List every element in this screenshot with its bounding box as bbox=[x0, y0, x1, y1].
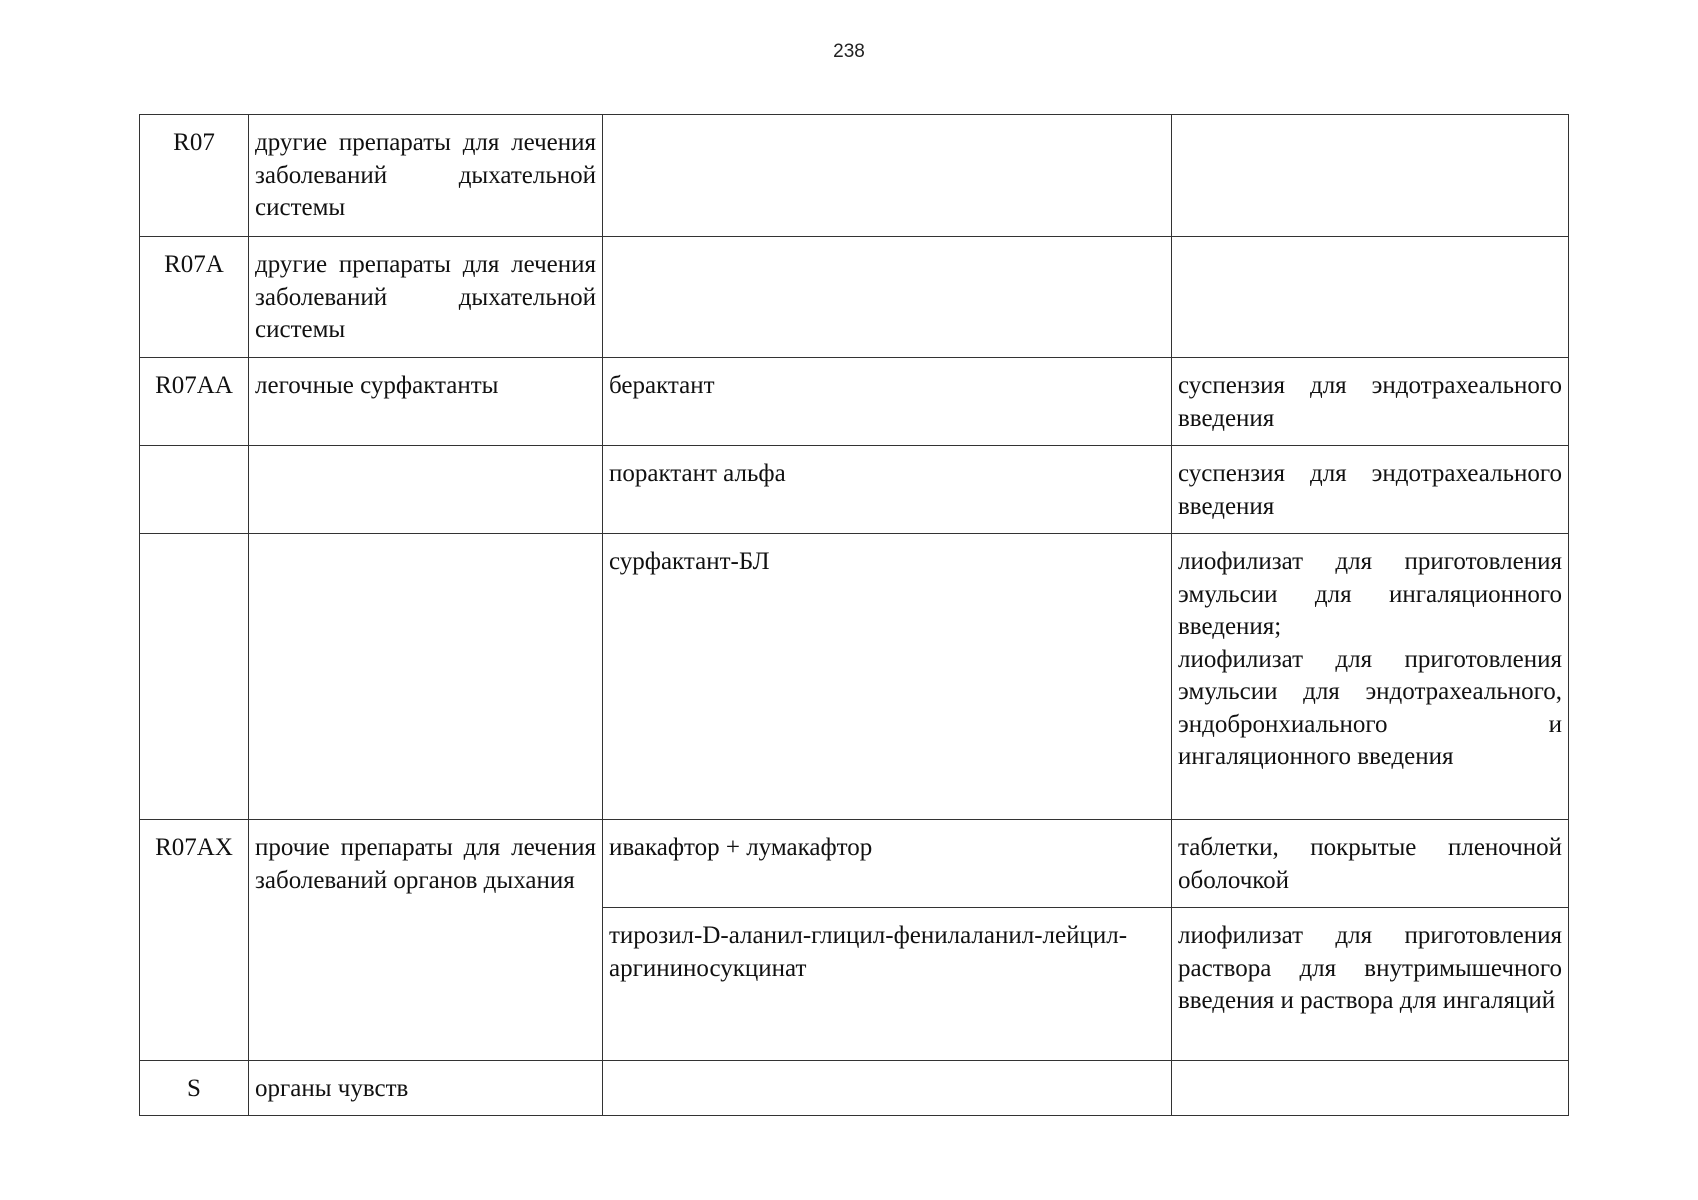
dosage-form-cell bbox=[1172, 820, 1569, 908]
group-name-cell: прочие препараты для лечения заболеваний органов дыхания bbox=[249, 820, 603, 1061]
table-row bbox=[140, 446, 1569, 534]
group-name-cell bbox=[249, 446, 603, 534]
atc-code-cell bbox=[140, 534, 249, 820]
table-row bbox=[140, 237, 1569, 358]
dosage-form-text: суспензия для эндотрахеального введения bbox=[1178, 460, 1562, 520]
drug-name-cell bbox=[603, 115, 1172, 237]
atc-code-cell: S bbox=[140, 1061, 249, 1116]
drug-name-cell: ивакафтор + лумакафтор bbox=[603, 820, 1172, 908]
dosage-form-cell bbox=[1172, 237, 1569, 358]
table-row bbox=[140, 1061, 1569, 1116]
dosage-form-cell bbox=[1172, 115, 1569, 237]
group-name-cell bbox=[249, 534, 603, 820]
drug-name-cell bbox=[603, 237, 1172, 358]
dosage-form-cell bbox=[1172, 1061, 1569, 1116]
dosage-form-cell bbox=[1172, 534, 1569, 820]
dosage-form-text: лиофилизат для приготовления эмульсии для ингаляционного введения; bbox=[1178, 548, 1562, 640]
atc-code-cell: R07 bbox=[140, 115, 249, 237]
drug-name-cell bbox=[603, 1061, 1172, 1116]
page-number: 238 bbox=[833, 41, 865, 62]
table-row bbox=[140, 534, 1569, 820]
group-name-cell: органы чувств bbox=[249, 1061, 603, 1116]
dosage-form-text: лиофилизат для приготовления эмульсии для эндотрахеального, эндобронхиального и ингаляционного введения bbox=[1178, 645, 1562, 770]
atc-code-cell: R07AA bbox=[140, 358, 249, 446]
drug-table bbox=[139, 114, 1569, 1116]
table-row bbox=[140, 820, 1569, 908]
group-name-cell: другие препараты для лечения заболеваний дыхательной системы bbox=[249, 115, 603, 237]
group-name-cell: легочные сурфактанты bbox=[249, 358, 603, 446]
dosage-form-cell bbox=[1172, 908, 1569, 1061]
atc-code-cell: R07AX bbox=[140, 820, 249, 1061]
dosage-form-cell bbox=[1172, 358, 1569, 446]
table-row bbox=[140, 115, 1569, 237]
dosage-form-text: суспензия для эндотрахеального введения bbox=[1178, 372, 1562, 432]
drug-name-cell: сурфактант-БЛ bbox=[603, 534, 1172, 820]
dosage-form-cell bbox=[1172, 446, 1569, 534]
table-row bbox=[140, 358, 1569, 446]
group-name-cell: другие препараты для лечения заболеваний дыхательной системы bbox=[249, 237, 603, 358]
drug-name-cell: берактант bbox=[603, 358, 1172, 446]
atc-code-cell bbox=[140, 446, 249, 534]
drug-name-cell: порактант альфа bbox=[603, 446, 1172, 534]
dosage-form-text: лиофилизат для приготовления раствора для внутримышечного введения и раствора для ингаляций bbox=[1178, 922, 1562, 1014]
drug-name-cell: тирозил-D-аланил-глицил-фенилаланил-лейцил-аргининосукцинат bbox=[603, 908, 1172, 1061]
atc-code-cell: R07A bbox=[140, 237, 249, 358]
dosage-form-text: таблетки, покрытые пленочной оболочкой bbox=[1178, 834, 1562, 894]
